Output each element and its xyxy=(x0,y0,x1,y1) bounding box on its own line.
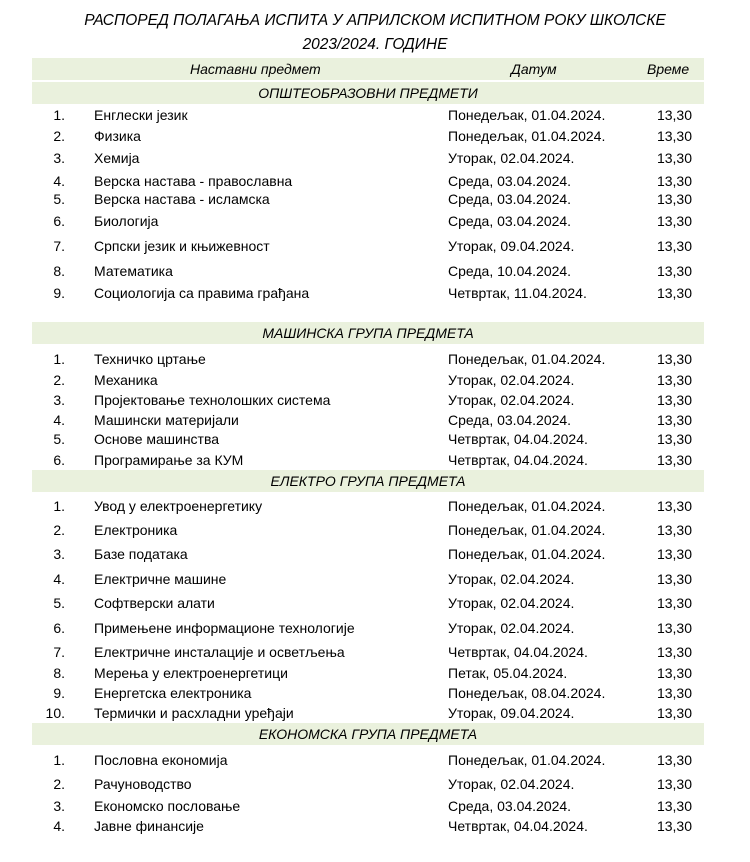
row-number: 1. xyxy=(53,498,65,514)
row-number: 4. xyxy=(53,412,65,428)
row-date: Петак, 05.04.2024. xyxy=(448,665,568,681)
row-time: 13,30 xyxy=(656,107,692,123)
row-date: Уторак, 02.04.2024. xyxy=(448,620,575,636)
section-header xyxy=(32,82,704,104)
row-number: 3. xyxy=(53,392,65,408)
row-number: 9. xyxy=(53,285,65,301)
row-time: 13,30 xyxy=(656,372,692,388)
row-subject: Термички и расхладни уређаји xyxy=(94,705,294,721)
row-number: 3. xyxy=(53,798,65,814)
row-time: 13,30 xyxy=(656,644,692,660)
row-date: Уторак, 09.04.2024. xyxy=(448,705,575,721)
row-number: 10. xyxy=(45,705,65,721)
row-number: 6. xyxy=(53,213,65,229)
row-time: 13,30 xyxy=(656,522,692,538)
row-subject: Енергетска електроника xyxy=(94,685,252,701)
row-date: Уторак, 02.04.2024. xyxy=(448,571,575,587)
row-subject: Физика xyxy=(94,128,141,144)
section-header xyxy=(32,322,704,344)
row-date: Понедељак, 01.04.2024. xyxy=(448,498,606,514)
row-number: 8. xyxy=(53,665,65,681)
table-header xyxy=(32,58,704,80)
row-subject: Пројектовање технолошких система xyxy=(94,392,331,408)
row-time: 13,30 xyxy=(656,392,692,408)
row-date: Среда, 03.04.2024. xyxy=(448,213,572,229)
row-number: 3. xyxy=(53,546,65,562)
row-subject: Рачуноводство xyxy=(94,776,192,792)
row-date: Понедељак, 01.04.2024. xyxy=(448,351,606,367)
row-date: Понедељак, 01.04.2024. xyxy=(448,752,606,768)
row-time: 13,30 xyxy=(656,498,692,514)
section-header xyxy=(32,723,704,745)
row-number: 8. xyxy=(53,263,65,279)
row-number: 4. xyxy=(53,571,65,587)
row-number: 2. xyxy=(53,776,65,792)
row-time: 13,30 xyxy=(656,705,692,721)
row-subject: Увод у електроенергетику xyxy=(94,498,263,514)
document-title-line-2: 2023/2024. ГОДИНЕ xyxy=(302,36,448,53)
row-time: 13,30 xyxy=(656,412,692,428)
row-number: 9. xyxy=(53,685,65,701)
row-time: 13,30 xyxy=(656,191,692,207)
row-subject: Софтверски алати xyxy=(94,595,215,611)
row-time: 13,30 xyxy=(656,431,692,447)
row-number: 4. xyxy=(53,818,65,834)
row-subject: Основе машинства xyxy=(94,431,220,447)
row-number: 2. xyxy=(53,372,65,388)
row-date: Четвртак, 04.04.2024. xyxy=(448,452,588,468)
row-number: 7. xyxy=(53,238,65,254)
row-date: Понедељак, 01.04.2024. xyxy=(448,128,606,144)
row-subject: Јавне финансије xyxy=(94,818,204,834)
row-time: 13,30 xyxy=(656,238,692,254)
row-time: 13,30 xyxy=(656,818,692,834)
section-title: ЕЛЕКТРО ГРУПА ПРЕДМЕТА xyxy=(270,473,466,489)
row-number: 7. xyxy=(53,644,65,660)
row-subject: Базе података xyxy=(94,546,188,562)
row-subject: Електричне инсталације и осветљења xyxy=(94,644,345,660)
row-date: Среда, 03.04.2024. xyxy=(448,798,572,814)
row-time: 13,30 xyxy=(656,752,692,768)
row-time: 13,30 xyxy=(656,595,692,611)
row-subject: Математика xyxy=(94,263,173,279)
row-subject: Економско пословање xyxy=(94,798,241,814)
row-subject: Техничко цртање xyxy=(94,351,206,367)
row-subject: Механика xyxy=(94,372,158,388)
row-time: 13,30 xyxy=(656,546,692,562)
row-date: Уторак, 02.04.2024. xyxy=(448,392,575,408)
row-date: Четвртак, 11.04.2024. xyxy=(448,285,587,301)
row-time: 13,30 xyxy=(656,213,692,229)
row-date: Среда, 03.04.2024. xyxy=(448,191,572,207)
row-time: 13,30 xyxy=(656,452,692,468)
row-subject: Пословна економија xyxy=(94,752,228,768)
row-date: Четвртак, 04.04.2024. xyxy=(448,644,588,660)
row-subject: Примењене информационе технологије xyxy=(94,620,355,636)
row-number: 2. xyxy=(53,128,65,144)
row-time: 13,30 xyxy=(656,776,692,792)
document-title-line-1: РАСПОРЕД ПОЛАГАЊА ИСПИТА У АПРИЛСКОМ ИСПИТНОМ РОКУ ШКОЛСКЕ xyxy=(84,12,666,29)
row-subject: Биологија xyxy=(94,213,159,229)
row-number: 4. xyxy=(53,173,65,189)
row-time: 13,30 xyxy=(656,620,692,636)
row-number: 5. xyxy=(53,191,65,207)
row-time: 13,30 xyxy=(656,798,692,814)
row-time: 13,30 xyxy=(656,285,692,301)
header-date: Датум xyxy=(511,61,557,77)
row-date: Уторак, 02.04.2024. xyxy=(448,150,575,166)
row-time: 13,30 xyxy=(656,685,692,701)
row-number: 5. xyxy=(53,431,65,447)
row-subject: Електроника xyxy=(94,522,178,538)
row-subject: Српски језик и књижевност xyxy=(94,238,270,254)
row-date: Четвртак, 04.04.2024. xyxy=(448,431,588,447)
row-subject: Социологија са правима грађана xyxy=(94,285,310,301)
row-date: Уторак, 02.04.2024. xyxy=(448,776,575,792)
section-title: МАШИНСКА ГРУПА ПРЕДМЕТА xyxy=(262,325,474,341)
row-number: 6. xyxy=(53,452,65,468)
row-number: 6. xyxy=(53,620,65,636)
row-number: 1. xyxy=(53,752,65,768)
row-time: 13,30 xyxy=(656,263,692,279)
row-date: Уторак, 02.04.2024. xyxy=(448,595,575,611)
row-date: Среда, 03.04.2024. xyxy=(448,412,572,428)
row-date: Понедељак, 08.04.2024. xyxy=(448,685,606,701)
row-date: Уторак, 09.04.2024. xyxy=(448,238,575,254)
row-date: Понедељак, 01.04.2024. xyxy=(448,107,606,123)
row-number: 2. xyxy=(53,522,65,538)
row-date: Уторак, 02.04.2024. xyxy=(448,372,575,388)
row-number: 1. xyxy=(53,351,65,367)
row-subject: Машински материјали xyxy=(94,412,239,428)
row-time: 13,30 xyxy=(656,351,692,367)
header-time: Време xyxy=(647,61,690,77)
row-number: 3. xyxy=(53,150,65,166)
row-time: 13,30 xyxy=(656,571,692,587)
section-title: ЕКОНОМСКА ГРУПА ПРЕДМЕТА xyxy=(258,726,478,742)
row-subject: Хемија xyxy=(94,150,140,166)
row-date: Среда, 03.04.2024. xyxy=(448,173,572,189)
row-time: 13,30 xyxy=(656,128,692,144)
row-time: 13,30 xyxy=(656,665,692,681)
section-header xyxy=(32,470,704,492)
row-subject: Верска настава - православна xyxy=(94,173,293,189)
row-time: 13,30 xyxy=(656,173,692,189)
row-date: Четвртак, 04.04.2024. xyxy=(448,818,588,834)
row-date: Понедељак, 01.04.2024. xyxy=(448,546,606,562)
header-subject: Наставни предмет xyxy=(190,61,321,77)
row-subject: Електричне машине xyxy=(94,571,227,587)
row-date: Понедељак, 01.04.2024. xyxy=(448,522,606,538)
row-number: 1. xyxy=(53,107,65,123)
row-subject: Мерења у електроенергетици xyxy=(94,665,288,681)
row-subject: Верска настава - исламска xyxy=(94,191,270,207)
row-time: 13,30 xyxy=(656,150,692,166)
row-subject: Енглески језик xyxy=(94,107,188,123)
row-number: 5. xyxy=(53,595,65,611)
row-subject: Програмирање за КУМ xyxy=(94,452,244,468)
row-date: Среда, 10.04.2024. xyxy=(448,263,572,279)
section-title: ОПШТЕОБРАЗОВНИ ПРЕДМЕТИ xyxy=(258,85,478,101)
